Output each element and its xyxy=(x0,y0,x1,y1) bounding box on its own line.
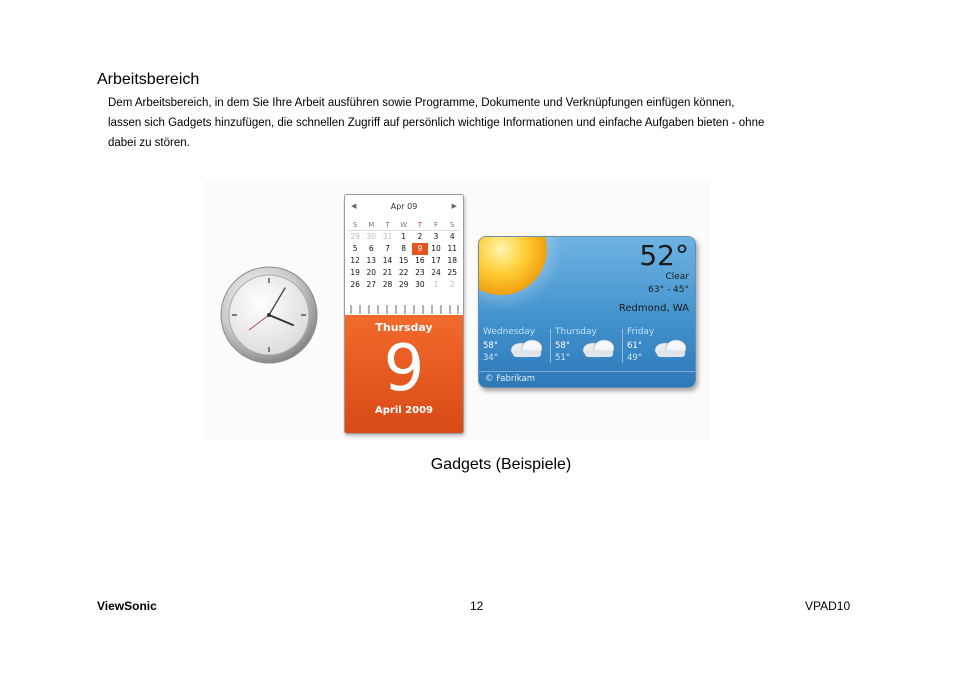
calendar-day[interactable]: 8 xyxy=(401,244,407,253)
calendar-day[interactable]: 6 xyxy=(368,244,374,253)
section-heading: Arbeitsbereich xyxy=(97,71,200,88)
footer-model: VPAD10 xyxy=(805,599,851,613)
calendar-day[interactable]: 2 xyxy=(417,232,423,241)
calendar-weekday-row xyxy=(347,219,461,231)
calendar-day-today[interactable]: 9 xyxy=(412,243,428,255)
partly-cloudy-icon xyxy=(507,337,545,359)
calendar-day[interactable]: 23 xyxy=(415,268,425,277)
calendar-month-year: April 2009 xyxy=(375,405,433,416)
calendar-day[interactable]: 16 xyxy=(415,256,425,265)
forecast-low: 51° xyxy=(555,353,571,363)
forecast-day-name: Thursday xyxy=(555,327,597,337)
calendar-week-row xyxy=(347,231,461,243)
calendar-day[interactable]: 27 xyxy=(366,280,377,289)
calendar-header xyxy=(345,201,463,215)
forecast-high: 58° xyxy=(555,341,571,351)
calendar-day[interactable]: 21 xyxy=(382,268,393,277)
figure-caption: Gadgets (Beispiele) xyxy=(430,456,572,473)
partly-cloudy-icon xyxy=(579,337,617,359)
current-condition: Clear xyxy=(665,272,689,282)
weekday-label: T xyxy=(412,219,428,231)
calendar-day[interactable]: 12 xyxy=(350,256,360,265)
calendar-month-label: Apr 09 xyxy=(390,202,418,211)
clock-gadget[interactable] xyxy=(219,265,319,365)
calendar-day[interactable]: 29 xyxy=(398,280,409,289)
calendar-week-row xyxy=(347,243,461,255)
weekday-label: S xyxy=(444,219,460,231)
calendar-day[interactable]: 13 xyxy=(366,256,377,265)
calendar-day[interactable]: 7 xyxy=(385,244,390,253)
calendar-day[interactable]: 30 xyxy=(366,232,377,241)
calendar-day[interactable]: 1 xyxy=(433,280,439,289)
calendar-day[interactable]: 11 xyxy=(447,244,457,253)
calendar-day[interactable]: 1 xyxy=(401,232,407,241)
forecast-low: 49° xyxy=(627,353,643,363)
calendar-day-page[interactable] xyxy=(345,315,463,433)
forecast-day-name: Friday xyxy=(627,327,655,337)
forecast-day xyxy=(479,327,549,367)
gadgets-illustration xyxy=(205,180,710,440)
calendar-day[interactable]: 2 xyxy=(449,280,455,289)
weekday-label: T xyxy=(379,219,395,231)
weekday-label: F xyxy=(428,219,444,231)
sun-icon xyxy=(478,236,564,312)
weather-credit-link[interactable]: © Fabrikam xyxy=(485,374,536,384)
calendar-week-row xyxy=(347,267,461,279)
forecast-day xyxy=(551,327,621,367)
forecast-day-name: Wednesday xyxy=(483,327,536,337)
weather-location: Redmond, WA xyxy=(618,303,689,314)
temperature-range: 63° - 45° xyxy=(648,285,689,295)
paragraph-line-2: lassen sich Gadgets hinzufügen, die schnellen Zugriff auf persönlich wichtige Informationen und einfache Aufgaben bieten - ohne xyxy=(108,117,765,129)
calendar-day[interactable]: 29 xyxy=(350,232,360,241)
calendar-day[interactable]: 28 xyxy=(382,280,393,289)
calendar-gadget[interactable] xyxy=(344,194,464,434)
forecast-low: 34° xyxy=(483,353,499,363)
calendar-day[interactable]: 4 xyxy=(449,232,455,241)
weekday-label: S xyxy=(347,219,363,231)
calendar-week-row xyxy=(347,279,461,291)
partly-cloudy-icon xyxy=(651,337,689,359)
footer-page-number: 12 xyxy=(470,599,484,613)
body-paragraph xyxy=(108,93,878,153)
weekday-label: M xyxy=(363,219,379,231)
calendar-day[interactable]: 3 xyxy=(433,232,439,241)
calendar-day-name: Thursday xyxy=(375,321,433,334)
calendar-day[interactable]: 19 xyxy=(350,268,360,277)
footer-brand: ViewSonic xyxy=(97,599,157,613)
paragraph-line-1: Dem Arbeitsbereich, in dem Sie Ihre Arbeit ausführen sowie Programme, Dokumente und Verknüpfungen einfügen können, xyxy=(108,97,735,109)
calendar-day[interactable]: 31 xyxy=(382,232,393,241)
calendar-day[interactable]: 17 xyxy=(431,256,441,265)
calendar-day[interactable]: 26 xyxy=(350,280,360,289)
paragraph-line-3: dabei zu stören. xyxy=(108,137,190,149)
weather-footer xyxy=(479,371,695,388)
calendar-day[interactable]: 14 xyxy=(382,256,393,265)
calendar-day[interactable]: 15 xyxy=(398,256,409,265)
calendar-day-number: 9 xyxy=(383,332,425,406)
calendar-week-row xyxy=(347,255,461,267)
calendar-day[interactable]: 10 xyxy=(431,244,441,253)
calendar-day[interactable]: 24 xyxy=(431,268,441,277)
calendar-day[interactable]: 5 xyxy=(352,244,358,253)
weekday-label: W xyxy=(396,219,412,231)
calendar-day[interactable]: 30 xyxy=(415,280,425,289)
triangle-right-icon[interactable]: ▶ xyxy=(451,202,457,210)
calendar-day[interactable]: 22 xyxy=(398,268,409,277)
calendar-grid xyxy=(347,219,461,291)
triangle-left-icon[interactable]: ◀ xyxy=(351,202,357,210)
forecast-day xyxy=(623,327,693,367)
weather-gadget[interactable] xyxy=(478,236,696,388)
forecast-high: 61° xyxy=(627,341,643,351)
forecast-high: 58° xyxy=(483,341,499,351)
calendar-day[interactable]: 25 xyxy=(447,268,457,277)
calendar-day[interactable]: 20 xyxy=(366,268,377,277)
current-temperature: 52° xyxy=(639,239,689,272)
clock-face-icon xyxy=(219,265,319,365)
calendar-day[interactable]: 18 xyxy=(447,256,457,265)
